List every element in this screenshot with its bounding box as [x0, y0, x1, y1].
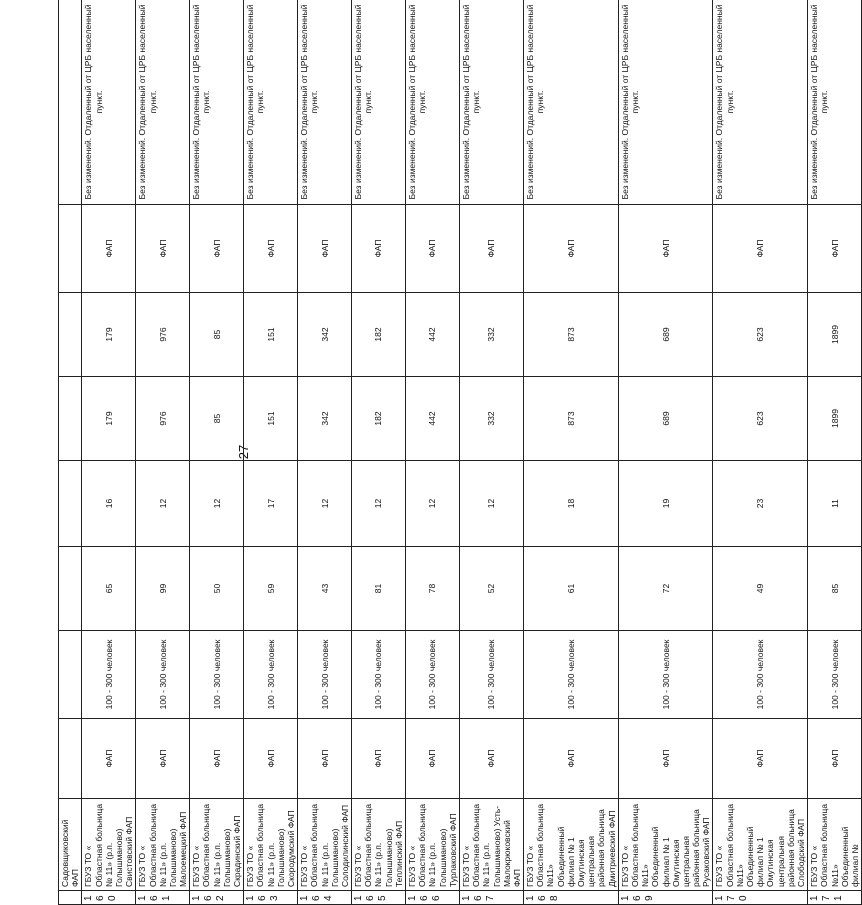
cell-note: Без изменений. Отдаленный от ЦРБ населенный пункт. [524, 0, 619, 205]
cell-num: 166 [406, 891, 460, 905]
cell-value-3: 179 [82, 377, 136, 461]
cell-num: 160 [82, 891, 136, 905]
cell-value-2: 12 [136, 461, 190, 547]
cell-facility-type: ФАП [244, 719, 298, 799]
cell-value-4: 342 [298, 293, 352, 377]
cell-value-1: 52 [459, 547, 523, 631]
cell-facility-name: ГБУЗ ТО « Областная больница №11» Объединенный филиал № 1 Омутинская центральная районная больница Дмитриевский ФАП [524, 799, 619, 891]
table-row-continued [59, 0, 82, 905]
cell-facility-type-planned: ФАП [298, 205, 352, 293]
cell-num: 170 [713, 891, 808, 905]
cell-value-2: 12 [190, 461, 244, 547]
cell-num: 169 [618, 891, 713, 905]
cell-note: Без изменений. Отдаленный от ЦРБ населенный пункт. [136, 0, 190, 205]
cell-value-4: 1899 [808, 293, 862, 377]
cell-value-3: 623 [713, 377, 808, 461]
cell-num [59, 891, 82, 905]
table-row [352, 0, 406, 905]
cell-facility-type-planned: ФАП [459, 205, 523, 293]
cell-note: Без изменений. Отдаленный от ЦРБ населенный пункт. [298, 0, 352, 205]
cell-facility-type: ФАП [82, 719, 136, 799]
cell-note: Без изменений. Отдаленный от ЦРБ населенный пункт. [244, 0, 298, 205]
cell-value-4: 442 [406, 293, 460, 377]
cell-facility-name: ГБУЗ ТО « Областная больница № 11» (р.п. Голышманово) Скрадинский ФАП [190, 799, 244, 891]
cell-value-4: 332 [459, 293, 523, 377]
cell-facility-name: ГБУЗ ТО « Областная больница № 11» (р.п. Голышманово) Теплинский ФАП [352, 799, 406, 891]
table-row [136, 0, 190, 905]
cell-population-category: 100 - 300 человек [524, 631, 619, 719]
cell-value-3: 442 [406, 377, 460, 461]
cell-facility-type-planned: ФАП [406, 205, 460, 293]
cell-facility-type-planned: ФАП [808, 205, 862, 293]
table-row [713, 0, 808, 905]
cell-population-category: 100 - 300 человек [808, 631, 862, 719]
table-row [82, 0, 136, 905]
cell-value-1: 50 [190, 547, 244, 631]
cell-value-1: 65 [82, 547, 136, 631]
cell-population-category: 100 - 300 человек [406, 631, 460, 719]
cell-value-3: 151 [244, 377, 298, 461]
cell-num: 163 [244, 891, 298, 905]
table-row [618, 0, 713, 905]
cell-facility-type: ФАП [136, 719, 190, 799]
cell-value-3: 332 [459, 377, 523, 461]
cell-facility-name: ГБУЗ ТО « Областная больница №11» Объединенный филиал № [808, 799, 862, 891]
cell-facility-type-planned: ФАП [352, 205, 406, 293]
cell-value-4: 873 [524, 293, 619, 377]
cell-value-1: 59 [244, 547, 298, 631]
cell-value-4: 689 [618, 293, 713, 377]
cell-note: Без изменений. Отдаленный от ЦРБ населенный пункт. [406, 0, 460, 205]
cell-facility-type: ФАП [808, 719, 862, 799]
cell-facility-type-planned: ФАП [190, 205, 244, 293]
cell-num: 171 [808, 891, 862, 905]
cell-population-category: 100 - 300 человек [82, 631, 136, 719]
cell-note: Без изменений. Отдаленный от ЦРБ населенный пункт. [352, 0, 406, 205]
cell-population-category: 100 - 300 человек [136, 631, 190, 719]
cell-value-1: 61 [524, 547, 619, 631]
cell-value-2: 17 [244, 461, 298, 547]
cell-note: Без изменений. Отдаленный от ЦРБ населенный пункт. [808, 0, 862, 205]
cell-value-2: 12 [406, 461, 460, 547]
cell-value-2: 16 [82, 461, 136, 547]
cell-value-3: 873 [524, 377, 619, 461]
cell-facility-type: ФАП [713, 719, 808, 799]
table-row [459, 0, 523, 905]
cell-facility-name: ГБУЗ ТО « Областная больница № 11» (р.п. Голышманово) Скородумский ФАП [244, 799, 298, 891]
cell-facility-type-planned: ФАП [136, 205, 190, 293]
cell-population-category: 100 - 300 человек [190, 631, 244, 719]
cell-facility-name: ГБУЗ ТО « Областная больница № 11» (р.п. Голышманово) Солодилинский ФАП [298, 799, 352, 891]
cell-value-3: 976 [136, 377, 190, 461]
cell-facility-type-planned: ФАП [618, 205, 713, 293]
cell-value-2: 12 [298, 461, 352, 547]
cell-note: Без изменений. Отдаленный от ЦРБ населенный пункт. [618, 0, 713, 205]
cell-population-category: 100 - 300 человек [618, 631, 713, 719]
cell-value-1: 78 [406, 547, 460, 631]
cell-note: Без изменений. Отдаленный от ЦРБ населенный пункт. [190, 0, 244, 205]
cell-value-3: 689 [618, 377, 713, 461]
cell-facility-type-planned: ФАП [244, 205, 298, 293]
cell-value-4: 179 [82, 293, 136, 377]
cell-facility-type-planned: ФАП [82, 205, 136, 293]
cell-value-4: 182 [352, 293, 406, 377]
cell-facility-type: ФАП [352, 719, 406, 799]
cell-population-category: 100 - 300 человек [244, 631, 298, 719]
page-number: 27 [236, 444, 251, 460]
cell-num: 164 [298, 891, 352, 905]
cell-facility-type: ФАП [298, 719, 352, 799]
cell-value-3: 85 [190, 377, 244, 461]
cell-value-4: 85 [190, 293, 244, 377]
rotated-table-wrapper [58, 0, 860, 905]
cell-note: Без изменений. Отдаленный от ЦРБ населенный пункт. [713, 0, 808, 205]
cell-population-category: 100 - 300 человек [713, 631, 808, 719]
cell-value-2: 23 [713, 461, 808, 547]
cell-num: 165 [352, 891, 406, 905]
cell-num: 161 [136, 891, 190, 905]
cell-facility-type: ФАП [524, 719, 619, 799]
cell-facility-name: ГБУЗ ТО « Областная больница № 11» (р.п. Голышманово) Турлаковский ФАП [406, 799, 460, 891]
cell-value-1: 81 [352, 547, 406, 631]
cell-facility-name: ГБУЗ ТО « Областная больница № 11» (р.п. Голышманово) Усть-Малокрюковский ФАП [459, 799, 523, 891]
table-row [524, 0, 619, 905]
cell-value-4: 623 [713, 293, 808, 377]
cell-value-1: 72 [618, 547, 713, 631]
cell-facility-name: ГБУЗ ТО « Областная больница № 11» (р.п. Голышманово) Малоемецкий ФАП [136, 799, 190, 891]
cell-facility-type: ФАП [618, 719, 713, 799]
table-row [190, 0, 244, 905]
cell-value-3: 1899 [808, 377, 862, 461]
table-row [808, 0, 862, 905]
facilities-table [58, 0, 862, 905]
cell-facility-type: ФАП [190, 719, 244, 799]
cell-population-category: 100 - 300 человек [352, 631, 406, 719]
cell-value-2: 19 [618, 461, 713, 547]
cell-value-4: 151 [244, 293, 298, 377]
table-row [406, 0, 460, 905]
cell-num: 167 [459, 891, 523, 905]
cell-facility-type: ФАП [406, 719, 460, 799]
cell-name: Садовщиковский ФАП [59, 799, 82, 891]
cell-num: 162 [190, 891, 244, 905]
cell-value-2: 12 [459, 461, 523, 547]
document-table-area [58, 0, 860, 905]
cell-value-1: 85 [808, 547, 862, 631]
cell-num: 168 [524, 891, 619, 905]
cell-value-2: 18 [524, 461, 619, 547]
cell-facility-name: ГБУЗ ТО « Областная больница №11» Объединенный филиал № 1 Омутинская центральная районная больница Русаковский ФАП [618, 799, 713, 891]
cell-note: Без изменений. Отдаленный от ЦРБ населенный пункт. [459, 0, 523, 205]
cell-facility-type: ФАП [459, 719, 523, 799]
cell-value-1: 43 [298, 547, 352, 631]
cell-population-category: 100 - 300 человек [459, 631, 523, 719]
cell-value-4: 976 [136, 293, 190, 377]
cell-facility-type-planned: ФАП [524, 205, 619, 293]
cell-population-category: 100 - 300 человек [298, 631, 352, 719]
cell-value-2: 11 [808, 461, 862, 547]
cell-note: Без изменений. Отдаленный от ЦРБ населенный пункт. [82, 0, 136, 205]
cell-facility-type-planned: ФАП [713, 205, 808, 293]
cell-facility-name: ГБУЗ ТО « Областная больница № 11» (р.п. Голышманово) Свистовский ФАП [82, 799, 136, 891]
cell-value-3: 182 [352, 377, 406, 461]
cell-value-2: 12 [352, 461, 406, 547]
table-row [244, 0, 298, 905]
cell-value-1: 49 [713, 547, 808, 631]
cell-value-1: 99 [136, 547, 190, 631]
cell-value-3: 342 [298, 377, 352, 461]
table-row [298, 0, 352, 905]
cell-facility-name: ГБУЗ ТО « Областная больница №11» Объединенный филиал № 1 Омутинская центральная районная больница Слободский ФАП [713, 799, 808, 891]
